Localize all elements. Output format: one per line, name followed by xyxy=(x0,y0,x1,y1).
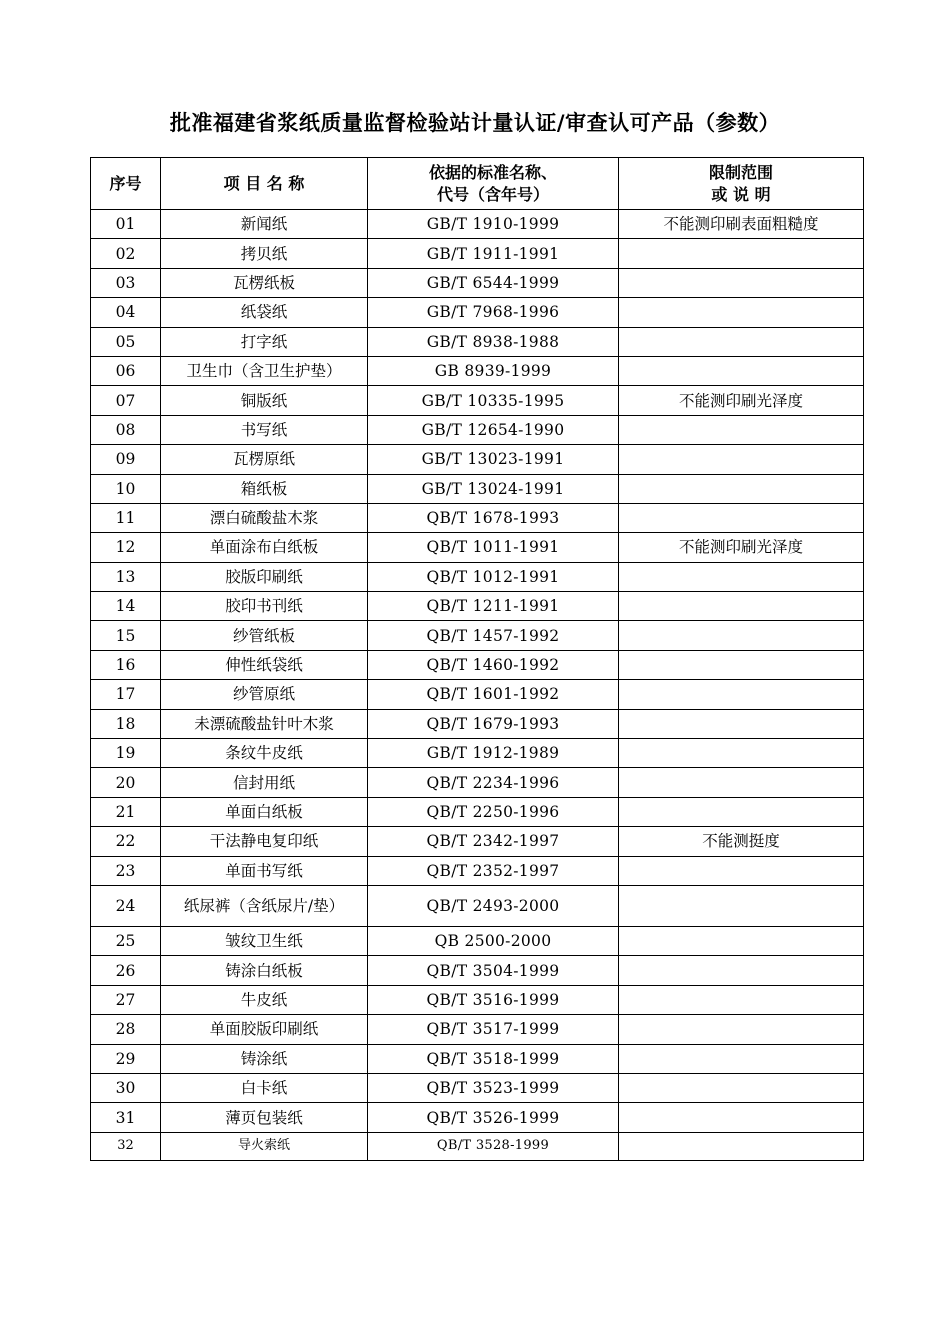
row-item-name: 白卡纸 xyxy=(161,1073,368,1102)
row-note xyxy=(619,709,864,738)
row-number: 25 xyxy=(91,926,161,955)
row-number: 17 xyxy=(91,680,161,709)
row-standard: QB/T 3504-1999 xyxy=(368,956,619,985)
table-body xyxy=(91,210,864,1161)
row-item-name: 铸涂白纸板 xyxy=(161,956,368,985)
table-row xyxy=(91,739,864,768)
row-note xyxy=(619,797,864,826)
row-note xyxy=(619,356,864,385)
header-item-name-text: 项 目 名 称 xyxy=(223,173,305,193)
row-number: 15 xyxy=(91,621,161,650)
table-row xyxy=(91,562,864,591)
row-standard: QB/T 3528-1999 xyxy=(368,1132,619,1160)
row-item-name: 牛皮纸 xyxy=(161,985,368,1014)
row-standard: GB/T 1912-1989 xyxy=(368,739,619,768)
row-number: 02 xyxy=(91,239,161,268)
table-row xyxy=(91,856,864,885)
row-item-name: 条纹牛皮纸 xyxy=(161,739,368,768)
header-limit-line1: 限制范围 xyxy=(708,162,773,182)
row-number: 04 xyxy=(91,298,161,327)
row-item-name: 打字纸 xyxy=(161,327,368,356)
row-item-name: 书写纸 xyxy=(161,415,368,444)
row-note xyxy=(619,327,864,356)
table-row xyxy=(91,268,864,297)
row-item-name: 纱管原纸 xyxy=(161,680,368,709)
row-number: 12 xyxy=(91,533,161,562)
row-number: 21 xyxy=(91,797,161,826)
row-item-name: 伸性纸袋纸 xyxy=(161,650,368,679)
row-item-name: 导火索纸 xyxy=(161,1132,368,1160)
table-row xyxy=(91,1044,864,1073)
table-row xyxy=(91,415,864,444)
table-row xyxy=(91,797,864,826)
row-item-name: 瓦楞纸板 xyxy=(161,268,368,297)
header-limit-line2: 或 说 明 xyxy=(711,184,771,204)
row-item-name: 漂白硫酸盐木浆 xyxy=(161,503,368,532)
table-row xyxy=(91,386,864,415)
table-row xyxy=(91,827,864,856)
row-number: 05 xyxy=(91,327,161,356)
row-standard: GB/T 1910-1999 xyxy=(368,210,619,239)
table-row xyxy=(91,298,864,327)
row-standard: QB/T 2342-1997 xyxy=(368,827,619,856)
row-standard: QB/T 2352-1997 xyxy=(368,856,619,885)
row-standard: GB/T 7968-1996 xyxy=(368,298,619,327)
row-note xyxy=(619,445,864,474)
row-note xyxy=(619,474,864,503)
table-row xyxy=(91,621,864,650)
row-number: 23 xyxy=(91,856,161,885)
row-number: 08 xyxy=(91,415,161,444)
row-item-name: 卫生巾（含卫生护垫） xyxy=(161,356,368,385)
row-standard: QB 2500-2000 xyxy=(368,926,619,955)
row-item-name: 瓦楞原纸 xyxy=(161,445,368,474)
table-row xyxy=(91,885,864,926)
row-number: 07 xyxy=(91,386,161,415)
row-standard: QB/T 1678-1993 xyxy=(368,503,619,532)
row-standard: QB/T 3517-1999 xyxy=(368,1015,619,1044)
table-row xyxy=(91,926,864,955)
row-number: 18 xyxy=(91,709,161,738)
row-number: 10 xyxy=(91,474,161,503)
table-row xyxy=(91,1015,864,1044)
row-standard: GB/T 12654-1990 xyxy=(368,415,619,444)
row-item-name: 铸涂纸 xyxy=(161,1044,368,1073)
row-note xyxy=(619,956,864,985)
table-row xyxy=(91,239,864,268)
row-item-name: 胶印书刊纸 xyxy=(161,592,368,621)
row-item-name: 铜版纸 xyxy=(161,386,368,415)
table-row xyxy=(91,356,864,385)
row-note xyxy=(619,926,864,955)
table-row xyxy=(91,327,864,356)
row-number: 26 xyxy=(91,956,161,985)
row-item-name: 单面涂布白纸板 xyxy=(161,533,368,562)
row-number: 27 xyxy=(91,985,161,1014)
row-number: 13 xyxy=(91,562,161,591)
row-number: 19 xyxy=(91,739,161,768)
row-standard: GB/T 1911-1991 xyxy=(368,239,619,268)
row-item-name: 新闻纸 xyxy=(161,210,368,239)
row-standard: QB/T 3526-1999 xyxy=(368,1103,619,1132)
row-note xyxy=(619,1132,864,1160)
row-item-name: 信封用纸 xyxy=(161,768,368,797)
header-limit xyxy=(619,158,864,210)
row-note xyxy=(619,739,864,768)
row-note: 不能测印刷光泽度 xyxy=(619,386,864,415)
row-standard: GB/T 13023-1991 xyxy=(368,445,619,474)
row-number: 24 xyxy=(91,885,161,926)
row-number: 09 xyxy=(91,445,161,474)
row-item-name: 拷贝纸 xyxy=(161,239,368,268)
row-standard: GB/T 13024-1991 xyxy=(368,474,619,503)
row-item-name: 单面白纸板 xyxy=(161,797,368,826)
table-row xyxy=(91,768,864,797)
row-note: 不能测印刷光泽度 xyxy=(619,533,864,562)
row-standard: QB/T 1460-1992 xyxy=(368,650,619,679)
table-row xyxy=(91,533,864,562)
row-standard: QB/T 1679-1993 xyxy=(368,709,619,738)
table-row xyxy=(91,680,864,709)
table-row xyxy=(91,592,864,621)
row-item-name: 纱管纸板 xyxy=(161,621,368,650)
header-standard-line1: 依据的标准名称、 xyxy=(428,162,557,182)
row-standard: QB/T 1211-1991 xyxy=(368,592,619,621)
row-standard: GB/T 6544-1999 xyxy=(368,268,619,297)
header-standard xyxy=(368,158,619,210)
row-item-name: 干法静电复印纸 xyxy=(161,827,368,856)
row-number: 01 xyxy=(91,210,161,239)
product-table xyxy=(90,157,864,1161)
row-note xyxy=(619,885,864,926)
table-row xyxy=(91,650,864,679)
table-row xyxy=(91,985,864,1014)
header-standard-line2: 代号（含年号） xyxy=(436,184,549,204)
table-row xyxy=(91,1103,864,1132)
row-note xyxy=(619,1015,864,1044)
row-standard: GB/T 8938-1988 xyxy=(368,327,619,356)
row-number: 29 xyxy=(91,1044,161,1073)
row-item-name: 胶版印刷纸 xyxy=(161,562,368,591)
row-standard: QB/T 1601-1992 xyxy=(368,680,619,709)
row-number: 20 xyxy=(91,768,161,797)
row-standard: QB/T 2493-2000 xyxy=(368,885,619,926)
row-note xyxy=(619,985,864,1014)
row-note xyxy=(619,1073,864,1102)
row-standard: QB/T 2234-1996 xyxy=(368,768,619,797)
row-number: 30 xyxy=(91,1073,161,1102)
table-row xyxy=(91,709,864,738)
row-note xyxy=(619,856,864,885)
row-item-name: 未漂硫酸盐针叶木浆 xyxy=(161,709,368,738)
row-note xyxy=(619,503,864,532)
row-standard: QB/T 1457-1992 xyxy=(368,621,619,650)
table-header-row xyxy=(91,158,864,210)
row-item-name: 箱纸板 xyxy=(161,474,368,503)
table-row xyxy=(91,1132,864,1160)
header-no: 序号 xyxy=(91,158,161,210)
row-standard: QB/T 3518-1999 xyxy=(368,1044,619,1073)
row-note xyxy=(619,562,864,591)
row-standard: GB 8939-1999 xyxy=(368,356,619,385)
row-number: 06 xyxy=(91,356,161,385)
row-number: 11 xyxy=(91,503,161,532)
row-note: 不能测印刷表面粗糙度 xyxy=(619,210,864,239)
table-row xyxy=(91,503,864,532)
row-note xyxy=(619,298,864,327)
table-row xyxy=(91,445,864,474)
row-number: 28 xyxy=(91,1015,161,1044)
row-note xyxy=(619,650,864,679)
row-number: 22 xyxy=(91,827,161,856)
row-number: 31 xyxy=(91,1103,161,1132)
row-note xyxy=(619,1044,864,1073)
row-standard: QB/T 3516-1999 xyxy=(368,985,619,1014)
row-note: 不能测挺度 xyxy=(619,827,864,856)
row-note xyxy=(619,415,864,444)
row-note xyxy=(619,768,864,797)
row-note xyxy=(619,592,864,621)
row-item-name: 薄页包装纸 xyxy=(161,1103,368,1132)
table-row xyxy=(91,210,864,239)
table-row xyxy=(91,1073,864,1102)
row-standard: QB/T 1012-1991 xyxy=(368,562,619,591)
row-standard: GB/T 10335-1995 xyxy=(368,386,619,415)
row-number: 32 xyxy=(91,1132,161,1160)
row-number: 03 xyxy=(91,268,161,297)
row-number: 16 xyxy=(91,650,161,679)
row-item-name: 纸袋纸 xyxy=(161,298,368,327)
row-standard: QB/T 1011-1991 xyxy=(368,533,619,562)
row-note xyxy=(619,621,864,650)
header-item-name xyxy=(161,158,368,210)
row-standard: QB/T 3523-1999 xyxy=(368,1073,619,1102)
row-item-name: 单面书写纸 xyxy=(161,856,368,885)
document-title: 批准福建省浆纸质量监督检验站计量认证/审查认可产品（参数） xyxy=(169,111,781,135)
row-item-name: 单面胶版印刷纸 xyxy=(161,1015,368,1044)
row-note xyxy=(619,268,864,297)
row-item-name: 皱纹卫生纸 xyxy=(161,926,368,955)
row-note xyxy=(619,1103,864,1132)
row-note xyxy=(619,239,864,268)
table-row xyxy=(91,956,864,985)
row-note xyxy=(619,680,864,709)
table-row xyxy=(91,474,864,503)
row-item-name: 纸尿裤（含纸尿片/垫） xyxy=(161,885,368,926)
row-standard: QB/T 2250-1996 xyxy=(368,797,619,826)
row-number: 14 xyxy=(91,592,161,621)
